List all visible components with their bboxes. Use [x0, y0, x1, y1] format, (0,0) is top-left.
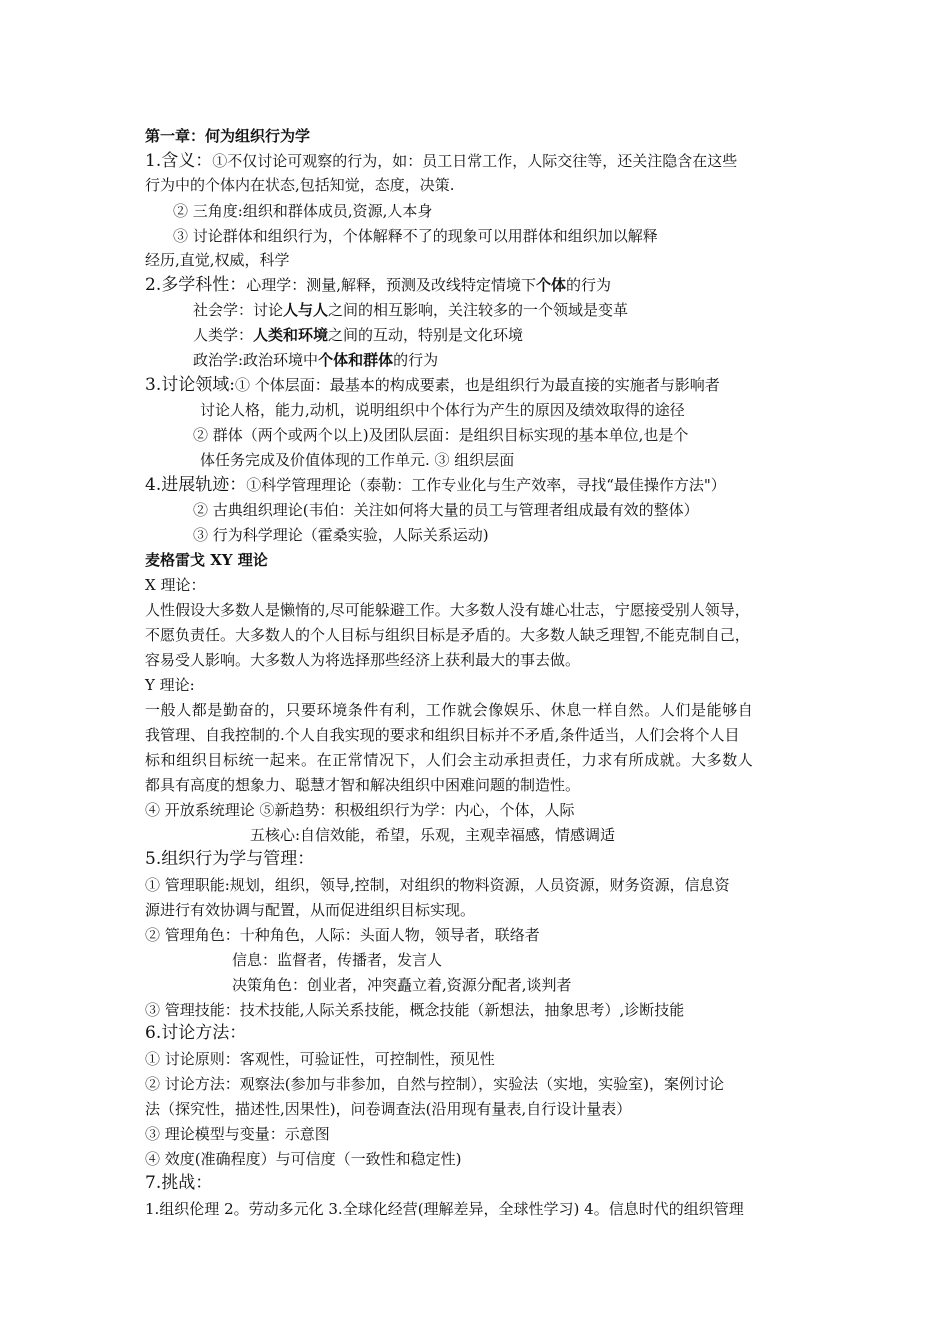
s3-line4: 体任务完成及价值体现的工作单元. ③ 组织层面 — [200, 451, 515, 469]
s2-pol-a: 政治学:政治环境中 — [193, 351, 319, 369]
s6-line4: ③ 理论模型与变量：示意图 — [145, 1125, 330, 1143]
s5-line4: 信息：监督者，传播者，发言人 — [232, 951, 443, 969]
s2-pol-line — [193, 349, 438, 371]
s3-heading: 3.讨论领域: — [145, 375, 235, 395]
y-theory-line4: 都具有高度的想象力、聪慧才智和解决组织中困难问题的制造性。 — [145, 776, 581, 794]
s1-line2: 行为中的个体内在状态,包括知觉，态度，决策. — [145, 176, 455, 194]
s2-psych-c: 的行为 — [566, 276, 612, 294]
s5-line2: 源进行有效协调与配置，从而促进组织目标实现。 — [145, 901, 476, 919]
s2-pol-bold: 个体和群体 — [318, 351, 394, 369]
s3-line1 — [145, 374, 720, 396]
s4-line1 — [145, 474, 726, 496]
x-theory-line1: 人性假设大多数人是懒惰的,尽可能躲避工作。大多数人没有雄心壮志，宁愿接受别人领导， — [145, 601, 750, 619]
s6-line2: ② 讨论方法：观察法(参加与非参加，自然与控制），实验法（实地，实验室)，案例讨论 — [145, 1075, 724, 1093]
s2-anth-bold: 人类和环境 — [253, 326, 329, 344]
s2-soc-bold: 人与人 — [283, 301, 329, 319]
s2-soc-line — [193, 299, 628, 321]
s2-heading: 2.多学科性： — [145, 275, 247, 295]
s6-heading: 6.讨论方法： — [145, 1023, 247, 1043]
s6-line1: ① 讨论原则：客观性，可验证性，可控制性，预见性 — [145, 1050, 495, 1068]
s1-line1-text: ①不仅讨论可观察的行为，如：员工日常工作，人际交往等，还关注隐含在这些 — [212, 152, 738, 170]
s2-psych-bold: 个体 — [536, 276, 567, 294]
s5-line1: ① 管理职能:规划，组织，领导,控制，对组织的物料资源，人员资源，财务资源，信息资 — [145, 876, 730, 894]
y-theory-line3: 标和组织目标统一起来。在正常情况下，人们会主动承担责任，力求有所成就。大多数人 — [145, 751, 754, 769]
s6-line3: 法（探究性，描述性,因果性)，问卷调查法(沿用现有量表,自行设计量表） — [145, 1100, 632, 1118]
chapter-title: 第一章：何为组织行为学 — [145, 127, 311, 145]
y-theory-line1: 一般人都是勤奋的，只要环境条件有利，工作就会像娱乐、休息一样自然。人们是能够自 — [145, 701, 754, 719]
s3-line3: ② 群体（两个或两个以上)及团队层面：是组织目标实现的基本单位,也是个 — [193, 426, 689, 444]
s7-line1: 1.组织伦理 2。劳动多元化 3.全球化经营(理解差异，全球性学习) 4。信息时代的组织管理 — [145, 1200, 744, 1218]
s5-line3: ② 管理角色：十种角色，人际：头面人物，领导者，联络者 — [145, 926, 540, 944]
s1-line5: 经历,直觉,权威，科学 — [145, 251, 290, 269]
s2-pol-c: 的行为 — [393, 351, 439, 369]
s4-line2: ② 古典组织理论(韦伯：关注如何将大量的员工与管理者组成最有效的整体） — [193, 501, 699, 519]
s3-line2: 讨论人格，能力,动机，说明组织中个体行为产生的原因及绩效取得的途径 — [200, 401, 685, 419]
s4-heading: 4.进展轨迹： — [145, 475, 247, 495]
open-system-line: ④ 开放系统理论 ⑤新趋势：积极组织行为学：内心，个体，人际 — [145, 801, 575, 819]
s1-heading: 1.含义： — [145, 151, 213, 171]
s2-anth-a: 人类学： — [193, 326, 254, 344]
x-theory-label: X 理论： — [145, 576, 206, 594]
s2-soc-c: 之间的相互影响，关注较多的一个领域是变革 — [328, 301, 629, 319]
s2-anth-line — [193, 324, 523, 346]
s4-line1-text: ①科学管理理论（泰勒：工作专业化与生产效率，寻找“最佳操作方法"） — [246, 476, 726, 494]
five-core-line: 五核心:自信效能，希望，乐观，主观幸福感，情感调适 — [250, 826, 616, 844]
s1-line3: ② 三角度:组织和群体成员,资源,人本身 — [173, 202, 433, 220]
s2-psych-a: 心理学：测量,解释，预测及改线特定情境下 — [246, 276, 537, 294]
x-theory-line2: 不愿负责任。大多数人的个人目标与组织目标是矛盾的。大多数人缺乏理智,不能克制自己， — [145, 626, 750, 644]
s3-line1-text: ① 个体层面：最基本的构成要素，也是组织行为最直接的实施者与影响者 — [234, 376, 720, 394]
s2-anth-c: 之间的互动，特别是文化环境 — [328, 326, 524, 344]
s2-soc-a: 社会学：讨论 — [193, 301, 284, 319]
s4-line3: ③ 行为科学理论（霍桑实验，人际关系运动) — [193, 526, 489, 544]
s6-line5: ④ 效度(准确程度）与可信度（一致性和稳定性) — [145, 1150, 462, 1168]
s5-heading: 5.组织行为学与管理： — [145, 849, 315, 869]
xy-title: 麦格雷戈 XY 理论 — [145, 551, 268, 569]
s5-line6: ③ 管理技能：技术技能,人际关系技能，概念技能（新想法，抽象思考）,诊断技能 — [145, 1001, 685, 1019]
s1-line1 — [145, 150, 737, 172]
s1-line4: ③ 讨论群体和组织行为，个体解释不了的现象可以用群体和组织加以解释 — [173, 227, 658, 245]
x-theory-line3: 容易受人影响。大多数人为将选择那些经济上获利最大的事去做。 — [145, 651, 581, 669]
y-theory-label: Y 理论: — [145, 676, 195, 694]
s5-line5: 决策角色：创业者，冲突矗立着,资源分配者,谈判者 — [232, 976, 572, 994]
y-theory-line2: 我管理、自我控制的.个人自我实现的要求和组织目标并不矛盾,条件适当，人们会将个人目 — [145, 726, 740, 744]
s7-heading: 7.挑战： — [145, 1173, 213, 1193]
s2-psych-line — [145, 274, 611, 296]
